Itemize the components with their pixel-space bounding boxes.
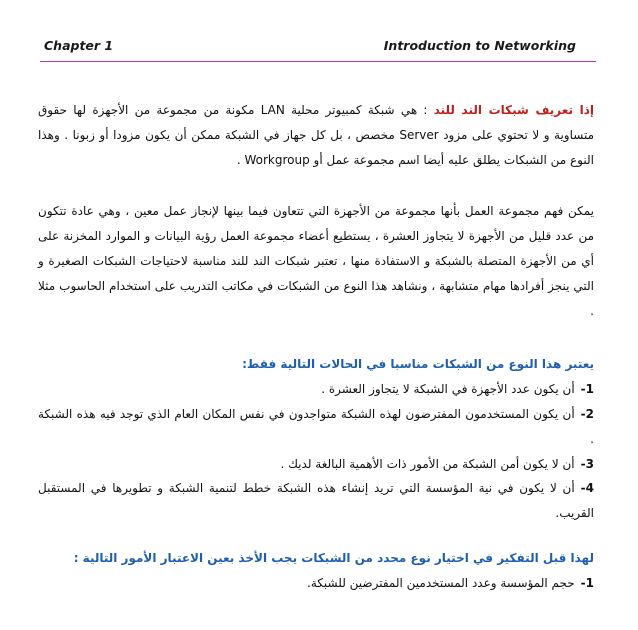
section-heading: يعتبر هذا النوع من الشبكات مناسبا في الحالات التالية فقط: — [242, 357, 594, 372]
paragraph-definition — [38, 98, 594, 172]
chapter-title: Introduction to Networking — [383, 38, 576, 53]
list-item: 4-أن لا يكون في نية المؤسسة التي تريد إنشاء هذه الشبكة خطط لتنمية الشبكة و تطويرها في المستقبل القريب. — [38, 481, 594, 521]
paragraph-workgroup: يمكن فهم مجموعة العمل بأنها مجموعة من الأجهزة التي تتعاون فيما بينها لإنجاز عمل معين ، وهي عادة تتكون من عدد قليل من الأجهزة لا يتجاوز العشرة ، يستطيع أعضاء مجموعة العمل رؤية البيانات و الموارد المخزنة على أي من الأجهزة المتصلة بالشبكة و الاستفادة منها ، تعتبر شبكات الند للند مناسبة لاحتياجات الشبكات الصغيرة و التي ينجز أفرادها مهام متشابهة ، ونشاهد هذا النوع من الشبكات في مكاتب التدريب على استخدام الحاسوب مثلا . — [38, 204, 594, 318]
list-item: 2-أن يكون المستخدمون المفترضون لهذه الشبكة متواجدون في نفس المكان العام الذي توجد فيه هذه الشبكة . — [38, 406, 594, 446]
section-considerations — [38, 546, 594, 596]
list-item: 1-أن يكون عدد الأجهزة في الشبكة لا يتجاوز العشرة . — [321, 382, 594, 397]
header-divider — [40, 61, 596, 62]
section-suitable-cases — [38, 352, 594, 526]
list-item: 3-أن لا يكون أمن الشبكة من الأمور ذات الأهمية البالغة لديك . — [280, 456, 594, 471]
document-body — [38, 98, 594, 596]
page-header — [44, 38, 576, 58]
list-item: 1-حجم المؤسسة وعدد المستخدمين المفترضين للشبكة. — [307, 575, 594, 590]
definition-text: : هي شبكة كمبيوتر محلية LAN مكونة من مجموعة من الأجهزة لها حقوق متساوية و لا تحتوي على مزود Server مخصص ، بل كل جهاز في الشبكة ممكن أن يكون مزودا أو زبونا . وهذا النوع من الشبكات يطلق عليه أيضا اسم مجموعة عمل أو Workgroup . — [38, 103, 594, 167]
definition-term: إذا تعريف شبكات الند للند — [433, 103, 595, 117]
chapter-label: Chapter 1 — [44, 38, 114, 53]
section-heading: لهذا قبل التفكير في اختيار نوع محدد من الشبكات يجب الأخذ بعين الاعتبار الأمور التالية : — [73, 550, 594, 565]
